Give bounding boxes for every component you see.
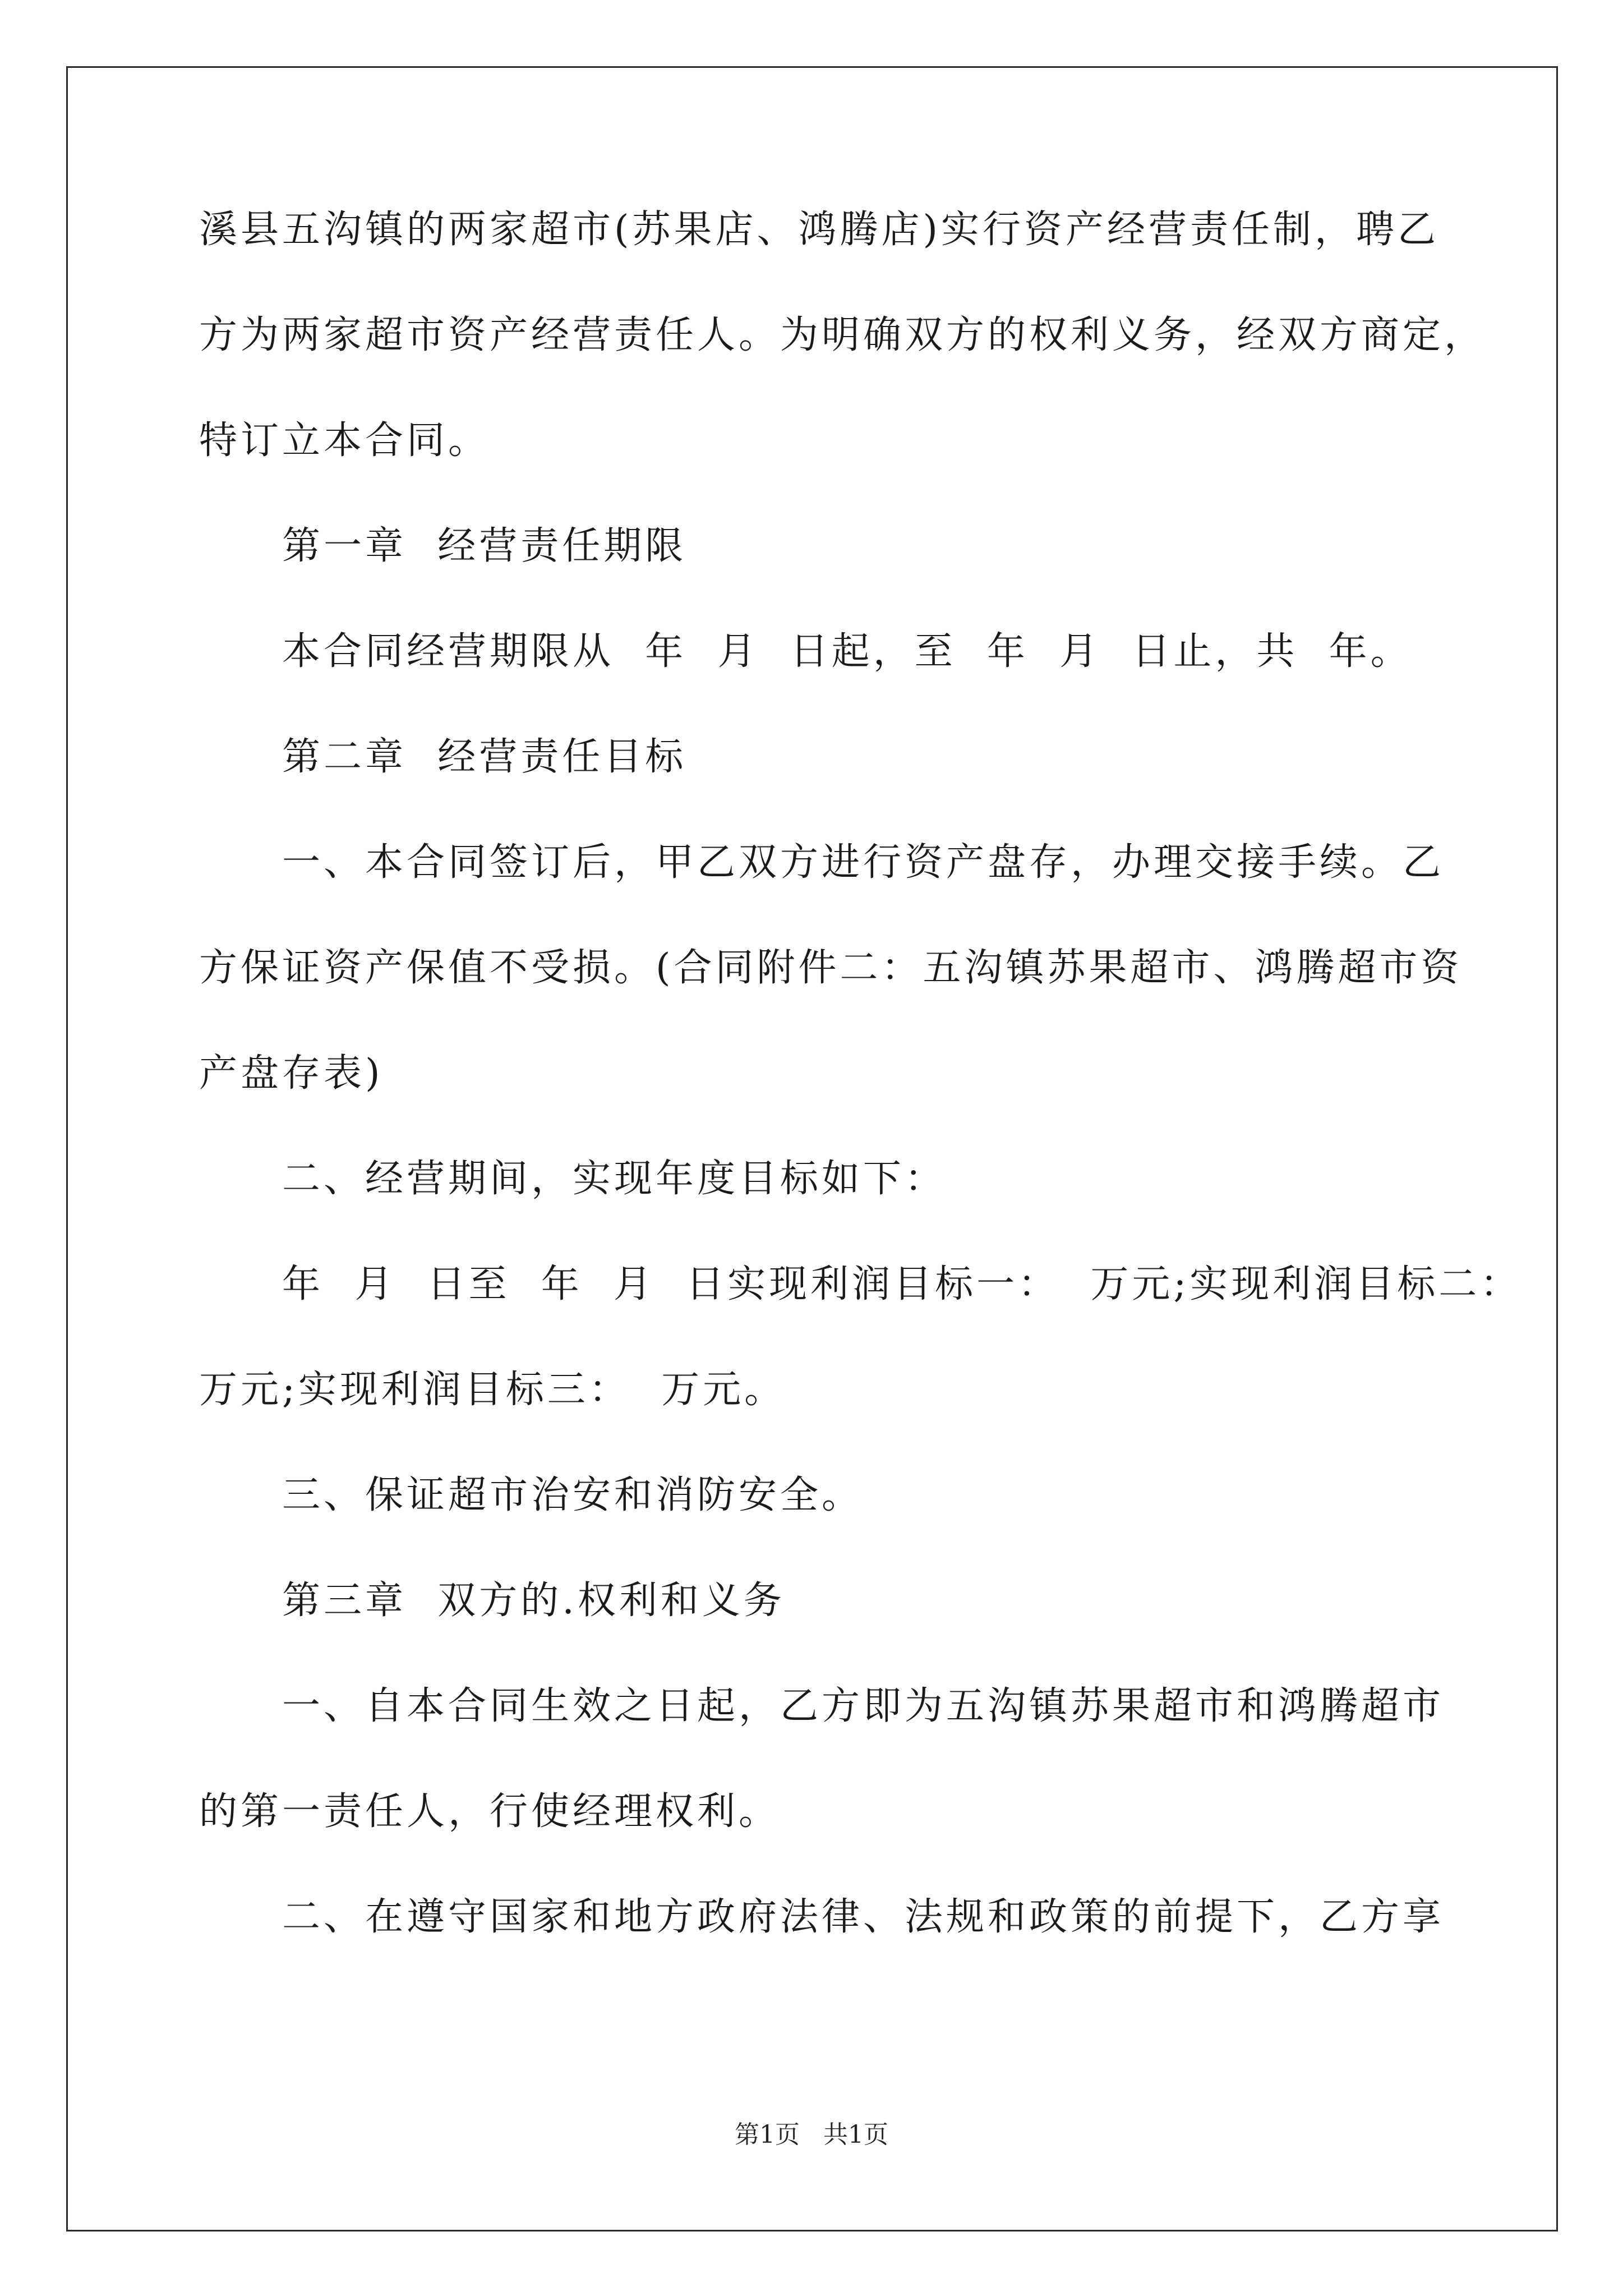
paragraph-line: 一、本合同签订后，甲乙双方进行资产盘存，办理交接手续。乙	[282, 840, 1445, 885]
paragraph-line: 的第一责任人，行使经理权利。	[199, 1789, 781, 1834]
chapter-heading: 第三章 双方的.权利和义务	[282, 1579, 785, 1623]
chapter-heading: 第二章 经营责任目标	[282, 735, 687, 779]
paragraph-line: 方保证资产保值不受损。(合同附件二：五沟镇苏果超市、鸿腾超市资	[199, 946, 1463, 990]
paragraph-line: 二、经营期间，实现年度目标如下：	[282, 1157, 947, 1201]
paragraph-line: 一、自本合同生效之日起，乙方即为五沟镇苏果超市和鸿腾超市	[282, 1684, 1445, 1728]
chapter-heading: 第一章 经营责任期限	[282, 524, 687, 568]
paragraph-line: 溪县五沟镇的两家超市(苏果店、鸿腾店)实行资产经营责任制，聘乙	[199, 208, 1440, 252]
page-number-footer: 第1页 共1页	[735, 2120, 888, 2149]
paragraph-line: 特订立本合同。	[199, 418, 490, 463]
paragraph-line: 本合同经营期限从 年 月 日起，至 年 月 日止，共 年。	[282, 629, 1412, 674]
paragraph-line: 三、保证超市治安和消防安全。	[282, 1473, 864, 1517]
paragraph-line: 二、在遵守国家和地方政府法律、法规和政策的前提下，乙方享	[282, 1895, 1445, 1939]
paragraph-line: 产盘存表)	[199, 1051, 384, 1096]
paragraph-line: 年 月 日至 年 月 日实现利润目标一： 万元;实现利润目标二：	[282, 1262, 1522, 1306]
paragraph-line: 方为两家超市资产经营责任人。为明确双方的权利义务，经双方商定，	[199, 313, 1486, 357]
paragraph-line: 万元;实现利润目标三： 万元。	[199, 1368, 786, 1412]
